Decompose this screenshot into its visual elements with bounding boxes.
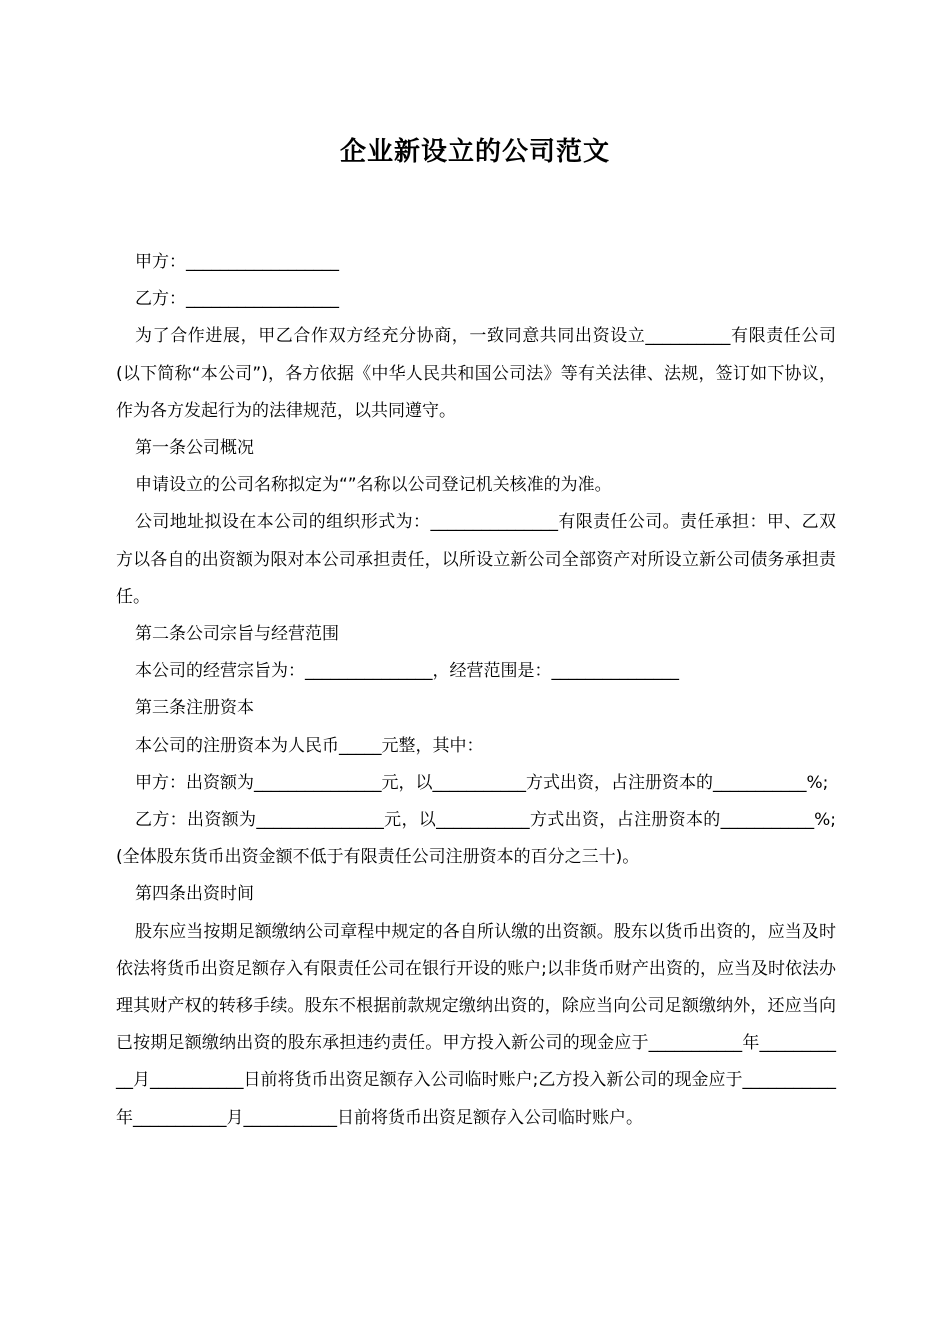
article-1-heading: 第一条公司概况 (135, 438, 254, 459)
document-body (116, 244, 836, 1137)
document-title: 企业新设立的公司范文 (339, 137, 610, 167)
party-a-line: 甲方：__________________ (135, 252, 339, 272)
contribution-time-paragraph: 股东应当按期足额缴纳公司章程中规定的各自所认缴的出资额。股东以货币出资的，应当及时依法将货币出资足额存入有限责任公司在银行开设的账户;以非货币财产出资的，应当及时依法办理其财产权的转移手续。股东不根据前款规定缴纳出资的，除应当向公司足额缴纳外，还应当向已按期足额缴纳出资的股东承担违约责任。甲方投入新公司的现金应于___________年___________月___________日前将货币出资足额存入公司临时账户;乙方投入新公司的现金应于___________年___________月___________日前将货币出资足额存入公司临时账户。 (116, 921, 836, 1128)
party-a-contribution-paragraph: 甲方：出资额为_______________元，以___________方式出资，占注册资本的___________%; (135, 772, 829, 793)
article-3-heading: 第三条注册资本 (135, 698, 254, 719)
registered-capital-paragraph: 本公司的注册资本为人民币_____元整，其中： (135, 735, 484, 756)
business-scope-paragraph: 本公司的经营宗旨为：_______________，经营范围是：_______________ (135, 661, 679, 682)
company-address-paragraph: 公司地址拟设在本公司的组织形式为：_______________有限责任公司。责任承担：甲、乙双方以各自的出资额为限对本公司承担责任，以所设立新公司全部资产对所设立新公司债务承担责任。 (116, 512, 836, 607)
company-name-paragraph: 申请设立的公司名称拟定为“”名称以公司登记机关核准的为准。 (135, 475, 612, 496)
article-2-heading: 第二条公司宗旨与经营范围 (135, 624, 339, 645)
preamble-paragraph: 为了合作进展，甲乙合作双方经充分协商，一致同意共同出资设立__________有限责任公司(以下简称“本公司”)，各方依据《中华人民共和国公司法》等有关法律、法规，签订如下协议，作为各方发起行为的法律规范，以共同遵守。 (116, 326, 836, 421)
party-b-line: 乙方：__________________ (135, 289, 339, 310)
party-b-contribution-paragraph: 乙方：出资额为_______________元，以___________方式出资，占注册资本的___________%;(全体股东货币出资金额不低于有限责任公司注册资本的百分之三十)。 (116, 810, 836, 868)
article-4-heading: 第四条出资时间 (135, 884, 254, 905)
